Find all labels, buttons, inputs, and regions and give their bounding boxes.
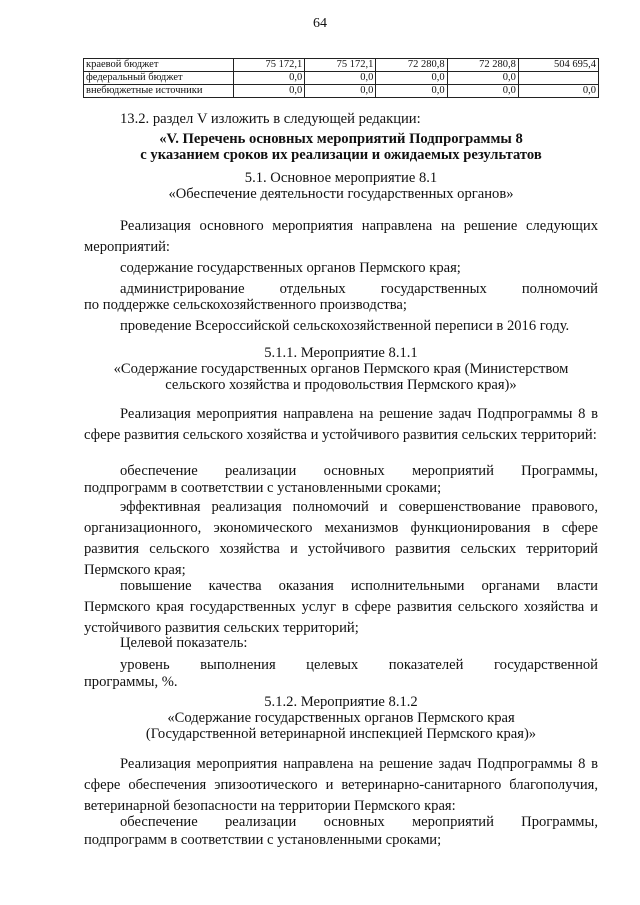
heading-number: 5.1. Основное мероприятие 8.1: [244, 170, 438, 186]
target-label: Целевой показатель:: [120, 635, 248, 651]
heading-title: сельского хозяйства и продовольствия Пермского края)»: [165, 377, 517, 393]
section-title-line: с указанием сроков их реализации и ожидаемых результатов: [140, 147, 542, 163]
section-title: [84, 131, 598, 163]
heading-number: 5.1.2. Мероприятие 8.1.2: [264, 694, 418, 710]
table-row: [84, 85, 599, 98]
table-cell: 72 280,8: [447, 59, 518, 72]
list-item: администрирование отдельных государственных полномочий: [120, 281, 598, 297]
table-cell: 0,0: [305, 72, 376, 85]
list-item: обеспечение реализации основных мероприятий Программы,: [120, 463, 598, 479]
table-row: [84, 59, 599, 72]
list-item: содержание государственных органов Пермского края;: [120, 260, 461, 276]
list-item: проведение Всероссийской сельскохозяйственной переписи в 2016 году.: [120, 318, 570, 334]
list-item-continuation: подпрограмм в соответствии с установленными сроками;: [84, 832, 442, 848]
table-cell: 0,0: [518, 85, 598, 98]
table-row: [84, 72, 599, 85]
list-item-continuation: по поддержке сельскохозяйственного производства;: [84, 297, 407, 313]
section-title-line: «V. Перечень основных мероприятий Подпрограммы 8: [159, 131, 523, 147]
target-indicator: уровень выполнения целевых показателей государственной: [120, 657, 598, 673]
table-cell: 0,0: [234, 72, 305, 85]
heading-title: «Обеспечение деятельности государственных органов»: [168, 186, 514, 202]
table-cell: 75 172,1: [234, 59, 305, 72]
list-item: повышение качества оказания исполнительными органами власти Пермского края государственных услуг в сфере развития сельского хозяйства и устойчивого развития сельских территорий;: [84, 578, 598, 636]
target-indicator-continuation: программы, %.: [84, 674, 178, 690]
row-label: федеральный бюджет: [84, 72, 234, 85]
row-label: краевой бюджет: [84, 59, 234, 72]
heading-5-1-2: [84, 694, 598, 742]
table-cell: [518, 72, 598, 85]
paragraph: Реализация основного мероприятия направлена на решение следующих мероприятий:: [84, 218, 598, 255]
table-cell: 504 695,4: [518, 59, 598, 72]
heading-5-1-1: [84, 345, 598, 393]
page-number: 64: [313, 16, 327, 31]
budget-table: [83, 58, 599, 98]
list-item: обеспечение реализации основных мероприятий Программы,: [120, 814, 598, 830]
table-cell: 0,0: [447, 72, 518, 85]
list-item-continuation: подпрограмм в соответствии с установленными сроками;: [84, 480, 442, 496]
table-cell: 0,0: [376, 72, 447, 85]
table-cell: 72 280,8: [376, 59, 447, 72]
table-cell: 0,0: [305, 85, 376, 98]
table-cell: 0,0: [376, 85, 447, 98]
amendment-line: 13.2. раздел V изложить в следующей редакции:: [120, 111, 421, 127]
heading-title: «Содержание государственных органов Пермского края: [167, 710, 515, 726]
paragraph: Реализация мероприятия направлена на решение задач Подпрограммы 8 в сфере развития сельского хозяйства и устойчивого развития сельских территорий:: [84, 406, 598, 443]
table-cell: 0,0: [447, 85, 518, 98]
row-label: внебюджетные источники: [84, 85, 234, 98]
heading-title: «Содержание государственных органов Пермского края (Министерством: [113, 361, 569, 377]
table-cell: 0,0: [234, 85, 305, 98]
heading-5-1: [84, 170, 598, 202]
heading-title: (Государственной ветеринарной инспекцией Пермского края)»: [145, 726, 537, 742]
table-cell: 75 172,1: [305, 59, 376, 72]
heading-number: 5.1.1. Мероприятие 8.1.1: [264, 345, 418, 361]
list-item: эффективная реализация полномочий и совершенствование правового, организационного, экономического механизмов функционирования в сфере развития сельского хозяйства и устойчивого развития сельских территорий Пермского края;: [84, 499, 598, 578]
paragraph: Реализация мероприятия направлена на решение задач Подпрограммы 8 в сфере обеспечения эпизоотического и ветеринарно-санитарного благополучия, ветеринарной безопасности на территории Пермского края:: [84, 756, 598, 814]
